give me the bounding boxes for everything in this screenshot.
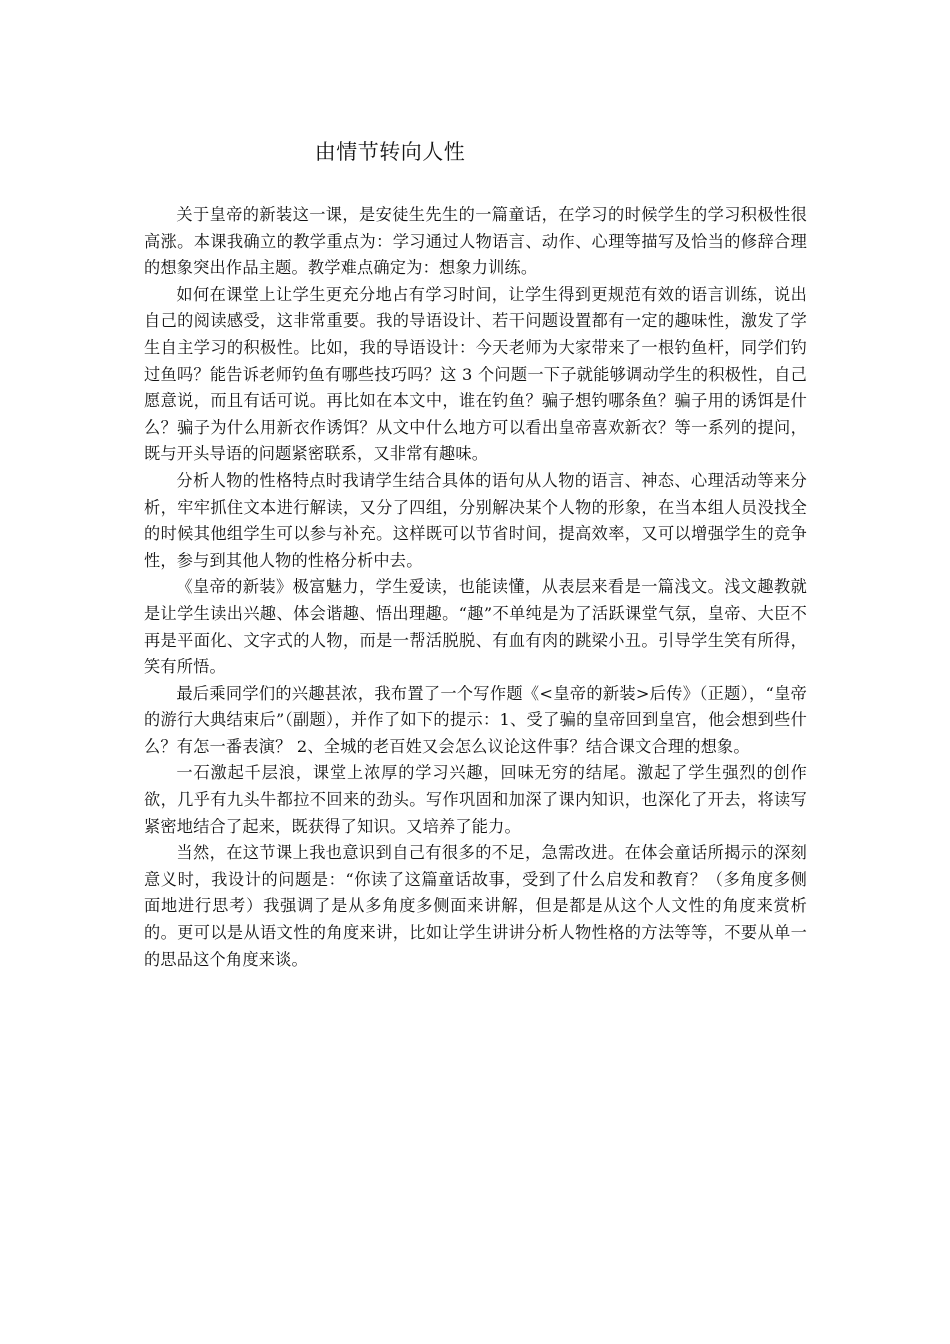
paragraph-7: 当然，在这节课上我也意识到自己有很多的不足，急需改进。在体会童话所揭示的深刻意义时，我设计的问题是：“你读了这篇童话故事，受到了什么启发和教育？（多角度多侧面地进行思考）我强调了是从多角度多侧面来讲解，但是都是从这个人文性的角度来赏析的。更可以是从语文性的角度来讲，比如让学生讲讲分析人物性格的方法等等，不要从单一的思品这个角度来谈。 bbox=[144, 843, 807, 969]
paragraph-6: 一石激起千层浪，课堂上浓厚的学习兴趣，回味无穷的结尾。激起了学生强烈的创作欲，几乎有九头牛都拉不回来的劲头。写作巩固和加深了课内知识，也深化了开去，将读写紧密地结合了起来，既获得了知识。又培养了能力。 bbox=[144, 763, 807, 836]
document-title: 由情节转向人性 bbox=[314, 140, 466, 164]
paragraph-5: 最后乘同学们的兴趣甚浓，我布置了一个写作题《<皇帝的新装>后传》（正题），“皇帝的游行大典结束后”（副题），并作了如下的提示：1、受了骗的皇帝回到皇宫，他会想到些什么？有怎一番表演？ 2、全城的老百姓又会怎么议论这件事？结合课文合理的想象。 bbox=[144, 683, 807, 756]
paragraph-3: 分析人物的性格特点时我请学生结合具体的语句从人物的语言、神态、心理活动等来分析，牢牢抓住文本进行解读，又分了四组，分别解决某个人物的形象，在当本组人员没找全的时候其他组学生可以参与补充。这样既可以节省时间，提高效率，又可以增强学生的竞争性，参与到其他人物的性格分析中去。 bbox=[144, 470, 807, 570]
paragraph-4: 《皇帝的新装》极富魅力，学生爱读，也能读懂，从表层来看是一篇浅文。浅文趣教就是让学生读出兴趣、体会谐趣、悟出理趣。“趣”不单纯是为了活跃课堂气氛，皇帝、大臣不再是平面化、文字式的人物，而是一帮活脱脱、有血有肉的跳梁小丑。引导学生笑有所得，笑有所悟。 bbox=[144, 577, 807, 677]
document-body bbox=[144, 202, 807, 973]
paragraph-1: 关于皇帝的新装这一课，是安徒生先生的一篇童话，在学习的时候学生的学习积极性很高涨。本课我确立的教学重点为：学习通过人物语言、动作、心理等描写及恰当的修辞合理的想象突出作品主题。教学难点确定为：想象力训练。 bbox=[144, 205, 807, 278]
paragraph-2: 如何在课堂上让学生更充分地占有学习时间，让学生得到更规范有效的语言训练，说出自己的阅读感受，这非常重要。我的导语设计、若干问题设置都有一定的趣味性，激发了学生自主学习的积极性。比如，我的导语设计：今天老师为大家带来了一根钓鱼杆，同学们钓过鱼吗？能告诉老师钓鱼有哪些技巧吗？这 3 个问题一下子就能够调动学生的积极性，自己愿意说，而且有话可说。再比如在本文中，谁在钓鱼？骗子想钓哪条鱼？骗子用的诱饵是什么？骗子为什么用新衣作诱饵？从文中什么地方可以看出皇帝喜欢新衣？等一系列的提问，既与开头导语的问题紧密联系，又非常有趣味。 bbox=[144, 284, 807, 464]
